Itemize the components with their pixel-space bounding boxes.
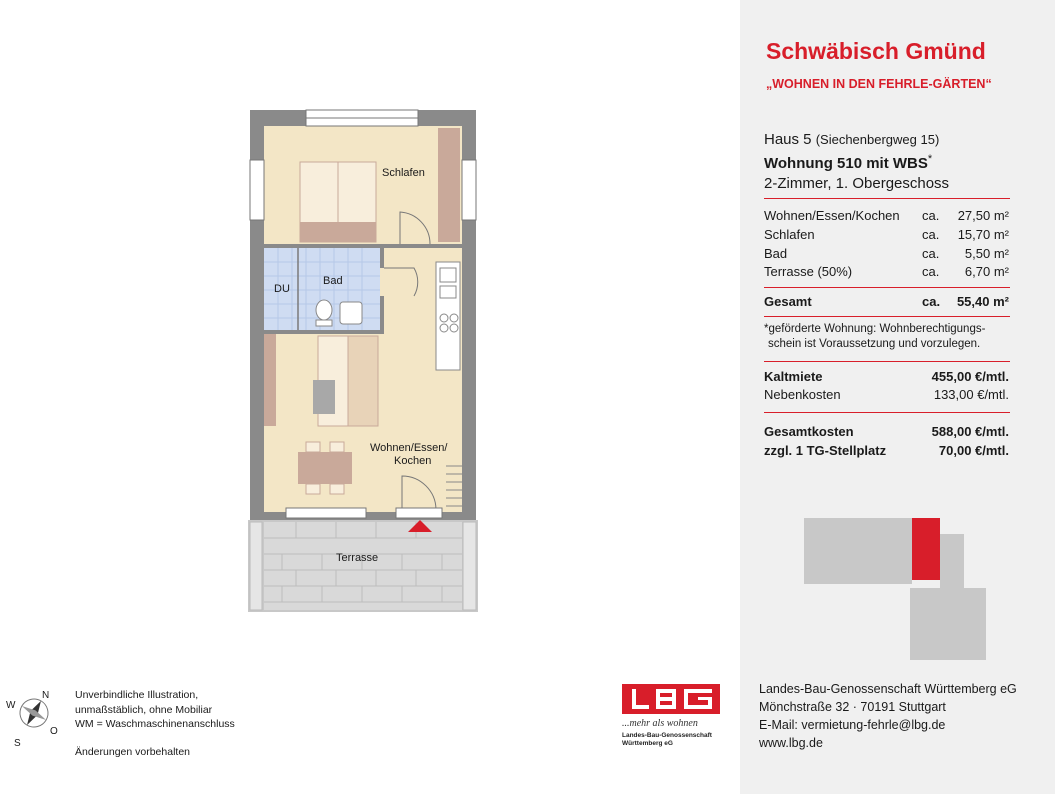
apartment-mark: * — [927, 153, 933, 165]
divider — [764, 316, 1010, 317]
disclaimer — [75, 688, 235, 732]
area-row — [764, 264, 1009, 282]
cost-value: 455,00 €/mtl. — [931, 369, 1009, 384]
cost-row — [764, 369, 1009, 387]
area-value: 27,50 m² — [957, 208, 1009, 223]
apartment-title — [764, 153, 932, 172]
coffee-table — [313, 380, 335, 414]
company-address: Mönchstraße 32 · 70191 Stuttgart — [759, 700, 946, 714]
divider — [764, 361, 1010, 362]
total-cost-label: Gesamtkosten — [764, 424, 854, 439]
cost-label: Kaltmiete — [764, 369, 823, 384]
area-row — [764, 227, 1009, 245]
total-ca: ca. — [922, 294, 941, 309]
logo-name-2: Württemberg eG — [622, 740, 673, 747]
area-row — [764, 208, 1009, 226]
divider — [764, 412, 1010, 413]
info-panel — [740, 0, 1055, 794]
area-ca: ca. — [922, 246, 940, 261]
divider — [764, 198, 1010, 199]
area-ca: ca. — [922, 264, 940, 279]
area-value: 15,70 m² — [957, 227, 1009, 242]
terrace — [248, 520, 478, 612]
house-street: (Siechenbergweg 15) — [815, 132, 940, 147]
cost-row — [764, 387, 1009, 405]
disclaimer-line-3: WM = Waschmaschinenanschluss — [75, 718, 235, 730]
footnote-line-2: schein ist Voraussetzung und vorzulegen. — [768, 338, 981, 350]
parking-label: zzgl. 1 TG-Stellplatz — [764, 443, 887, 458]
area-value: 5,50 m² — [964, 246, 1009, 261]
cost-label: Nebenkosten — [764, 387, 841, 402]
footnote — [764, 322, 1014, 352]
apartment-description: 2-Zimmer, 1. Obergeschoss — [764, 175, 950, 192]
footnote-line-1: *geförderte Wohnung: Wohnberechtigungs- — [764, 323, 986, 335]
disclaimer-line-2: unmaßstäblich, ohne Mobiliar — [75, 703, 213, 716]
area-label: Bad — [764, 246, 788, 261]
contact-email[interactable]: E-Mail: vermietung-fehrle@lbg.de — [759, 718, 946, 732]
total-value: 55,40 m² — [956, 294, 1009, 309]
label-du: DU — [274, 283, 290, 295]
area-ca: ca. — [922, 227, 940, 242]
label-bad: Bad — [323, 275, 343, 287]
city-title: Schwäbisch Gmünd — [766, 38, 986, 64]
label-terrasse: Terrasse — [336, 552, 379, 564]
parking-row — [764, 443, 1009, 461]
company-name: Landes-Bau-Genossenschaft Württemberg eG — [759, 682, 1017, 696]
cost-value: 133,00 €/mtl. — [933, 387, 1009, 402]
label-wohnen-1: Wohnen/Essen/ — [370, 442, 448, 454]
total-label: Gesamt — [764, 294, 812, 309]
contact-web[interactable]: www.lbg.de — [759, 736, 823, 750]
area-row — [764, 246, 1009, 264]
dining-table — [298, 452, 352, 484]
compass-s: S — [14, 738, 21, 749]
project-title: „WOHNEN IN DEN FEHRLE-GÄRTEN“ — [766, 77, 992, 91]
area-total-row — [764, 294, 1009, 312]
site-plan — [800, 514, 1000, 664]
area-value: 6,70 m² — [964, 264, 1009, 279]
contact-block — [759, 680, 1017, 752]
label-wohnen-2: Kochen — [394, 455, 432, 467]
house-line — [764, 131, 939, 148]
changes-note: Änderungen vorbehalten — [75, 746, 191, 758]
compass-w: W — [6, 700, 16, 711]
area-ca: ca. — [922, 208, 940, 223]
divider — [764, 287, 1010, 288]
area-label: Terrasse (50%) — [764, 264, 853, 279]
house-number: Haus 5 — [764, 131, 812, 148]
wardrobe — [438, 128, 460, 242]
area-label: Wohnen/Essen/Kochen — [764, 208, 900, 223]
parking-value: 70,00 €/mtl. — [938, 443, 1009, 458]
total-cost-value: 588,00 €/mtl. — [931, 424, 1009, 439]
compass-n: N — [42, 690, 50, 701]
logo-name-1: Landes-Bau-Genossenschaft — [622, 732, 712, 739]
highlight-building — [912, 518, 940, 580]
logo-slogan: ...mehr als wohnen — [622, 718, 698, 729]
label-schlafen: Schlafen — [382, 167, 425, 179]
compass-o: O — [50, 726, 58, 737]
disclaimer-line-1: Unverbindliche Illustration, — [75, 689, 199, 701]
kitchen — [436, 262, 460, 370]
total-cost-row — [764, 424, 1009, 442]
apartment-name: Wohnung 510 mit WBS — [764, 155, 928, 172]
area-label: Schlafen — [764, 227, 815, 242]
lbg-logo — [622, 684, 720, 747]
shelf — [264, 334, 276, 426]
